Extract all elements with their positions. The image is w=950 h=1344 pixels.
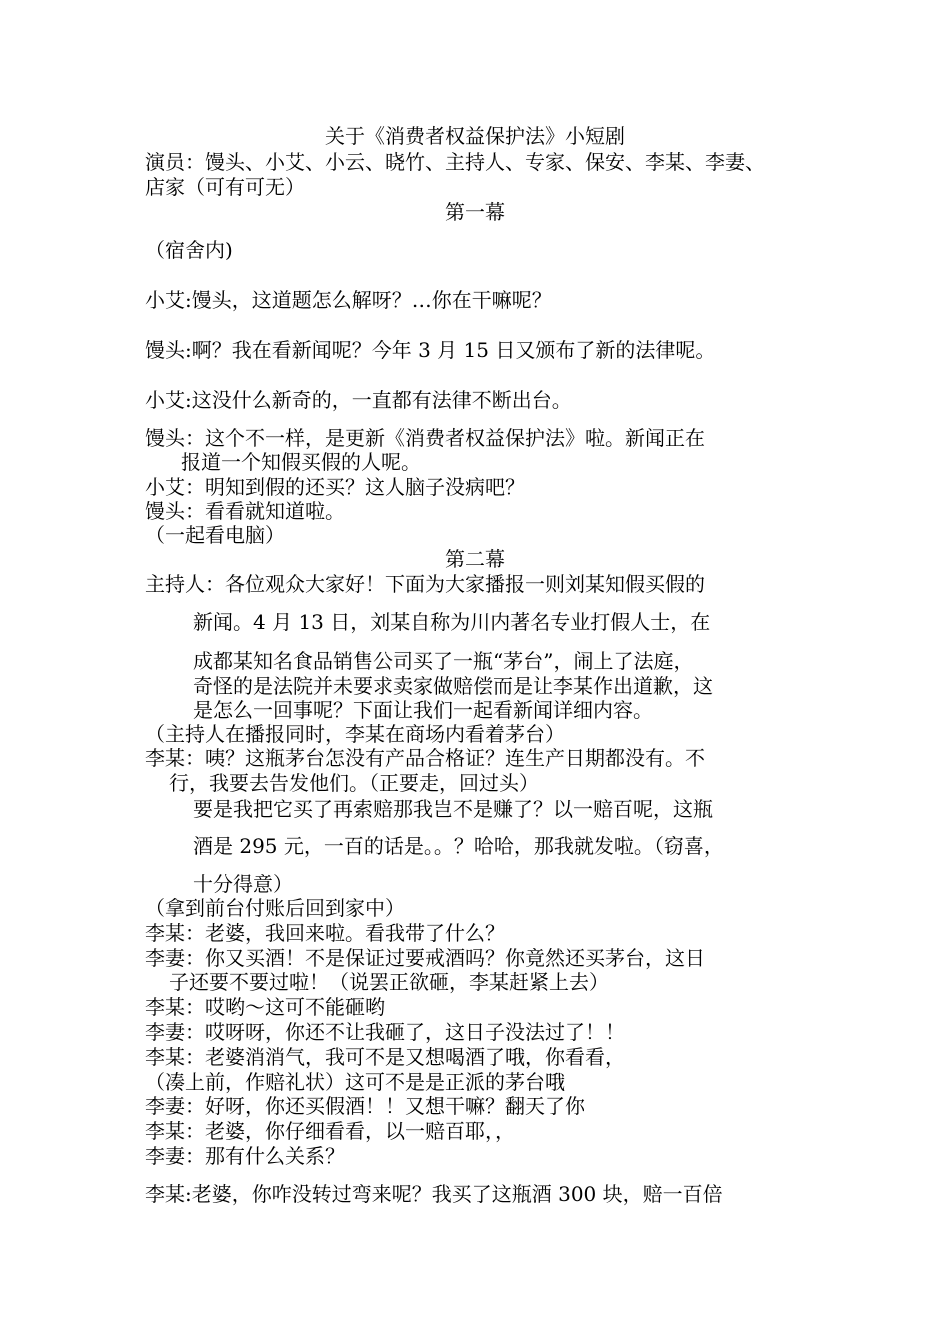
cast-list-line: 店家（可有可无） [145,175,305,199]
stage-direction: （一起看电脑） [145,523,285,547]
dialogue-line: 小艾：明知到假的还买？这人脑子没病吧？ [145,475,525,499]
dialogue-line: 李某：哎哟～这可不能砸哟 [145,995,385,1019]
dialogue-line: 小艾:这没什么新奇的，一直都有法律不断出台。 [145,388,572,412]
dialogue-line: 是怎么一回事呢？下面让我们一起看新闻详细内容。 [193,698,653,722]
dialogue-line: 奇怪的是法院并未要求卖家做赔偿而是让李某作出道歉，这 [193,674,713,698]
dialogue-line: 李某：老婆，你仔细看看，以一赔百耶，， [145,1119,515,1143]
cast-list-line: 演员：馒头、小艾、小云、晓竹、主持人、专家、保安、李某、李妻、 [145,150,765,174]
scene-setting: （宿舍内) [145,238,233,262]
dialogue-line: 新闻。4 月 13 日，刘某自称为川内著名专业打假人士，在 [193,610,711,634]
dialogue-line: 十分得意） [193,872,293,896]
dialogue-line: 主持人：各位观众大家好！下面为大家播报一则刘某知假买假的 [145,572,705,596]
act-heading: 第一幕 [445,200,505,224]
act-heading: 第二幕 [445,547,505,571]
dialogue-line: 李某：老婆，我回来啦。看我带了什么？ [145,921,505,945]
stage-direction: （主持人在播报同时，李某在商场内看着茅台） [145,722,565,746]
dialogue-line: 李妻：你又买酒！不是保证过要戒酒吗？你竟然还买茅台，这日 [145,946,705,970]
dialogue-line: 李妻：那有什么关系？ [145,1144,345,1168]
stage-direction: （凑上前，作赔礼状）这可不是是正派的茅台哦 [145,1070,565,1094]
document-title: 关于《消费者权益保护法》小短剧 [325,124,625,148]
dialogue-line: 李某:老婆，你咋没转过弯来呢？我买了这瓶酒 300 块，赔一百倍 [145,1182,723,1206]
dialogue-line: 李妻：好呀，你还买假酒！！又想干嘛？翻天了你 [145,1094,585,1118]
dialogue-line: 李某：咦？这瓶茅台怎没有产品合格证？连生产日期都没有。不 [145,746,705,770]
dialogue-line: 馒头:啊？我在看新闻呢？今年 3 月 15 日又颁布了新的法律呢。 [145,338,716,362]
stage-direction: （拿到前台付账后回到家中） [145,896,405,920]
dialogue-line: 馒头：这个不一样，是更新《消费者权益保护法》啦。新闻正在 [145,426,705,450]
dialogue-line: 成都某知名食品销售公司买了一瓶“茅台”，闹上了法庭， [193,649,694,673]
dialogue-line: 馒头：看看就知道啦。 [145,499,345,523]
dialogue-line: 李某：老婆消消气，我可不是又想喝酒了哦，你看看， [145,1045,625,1069]
dialogue-line: 小艾:馒头，这道题怎么解呀？…你在干嘛呢？ [145,288,552,312]
dialogue-line: 李妻：哎呀呀，你还不让我砸了，这日子没法过了！！ [145,1020,625,1044]
dialogue-line: 行，我要去告发他们。（正要走，回过头） [169,771,539,795]
dialogue-line: 报道一个知假买假的人呢。 [181,450,421,474]
dialogue-line: 要是我把它买了再索赔那我岂不是赚了？以一赔百呢，这瓶 [193,797,713,821]
dialogue-line: 酒是 295 元，一百的话是。。？哈哈，那我就发啦。（窃喜， [193,834,724,858]
dialogue-line: 子还要不要过啦！（说罢正欲砸，李某赶紧上去） [169,970,609,994]
